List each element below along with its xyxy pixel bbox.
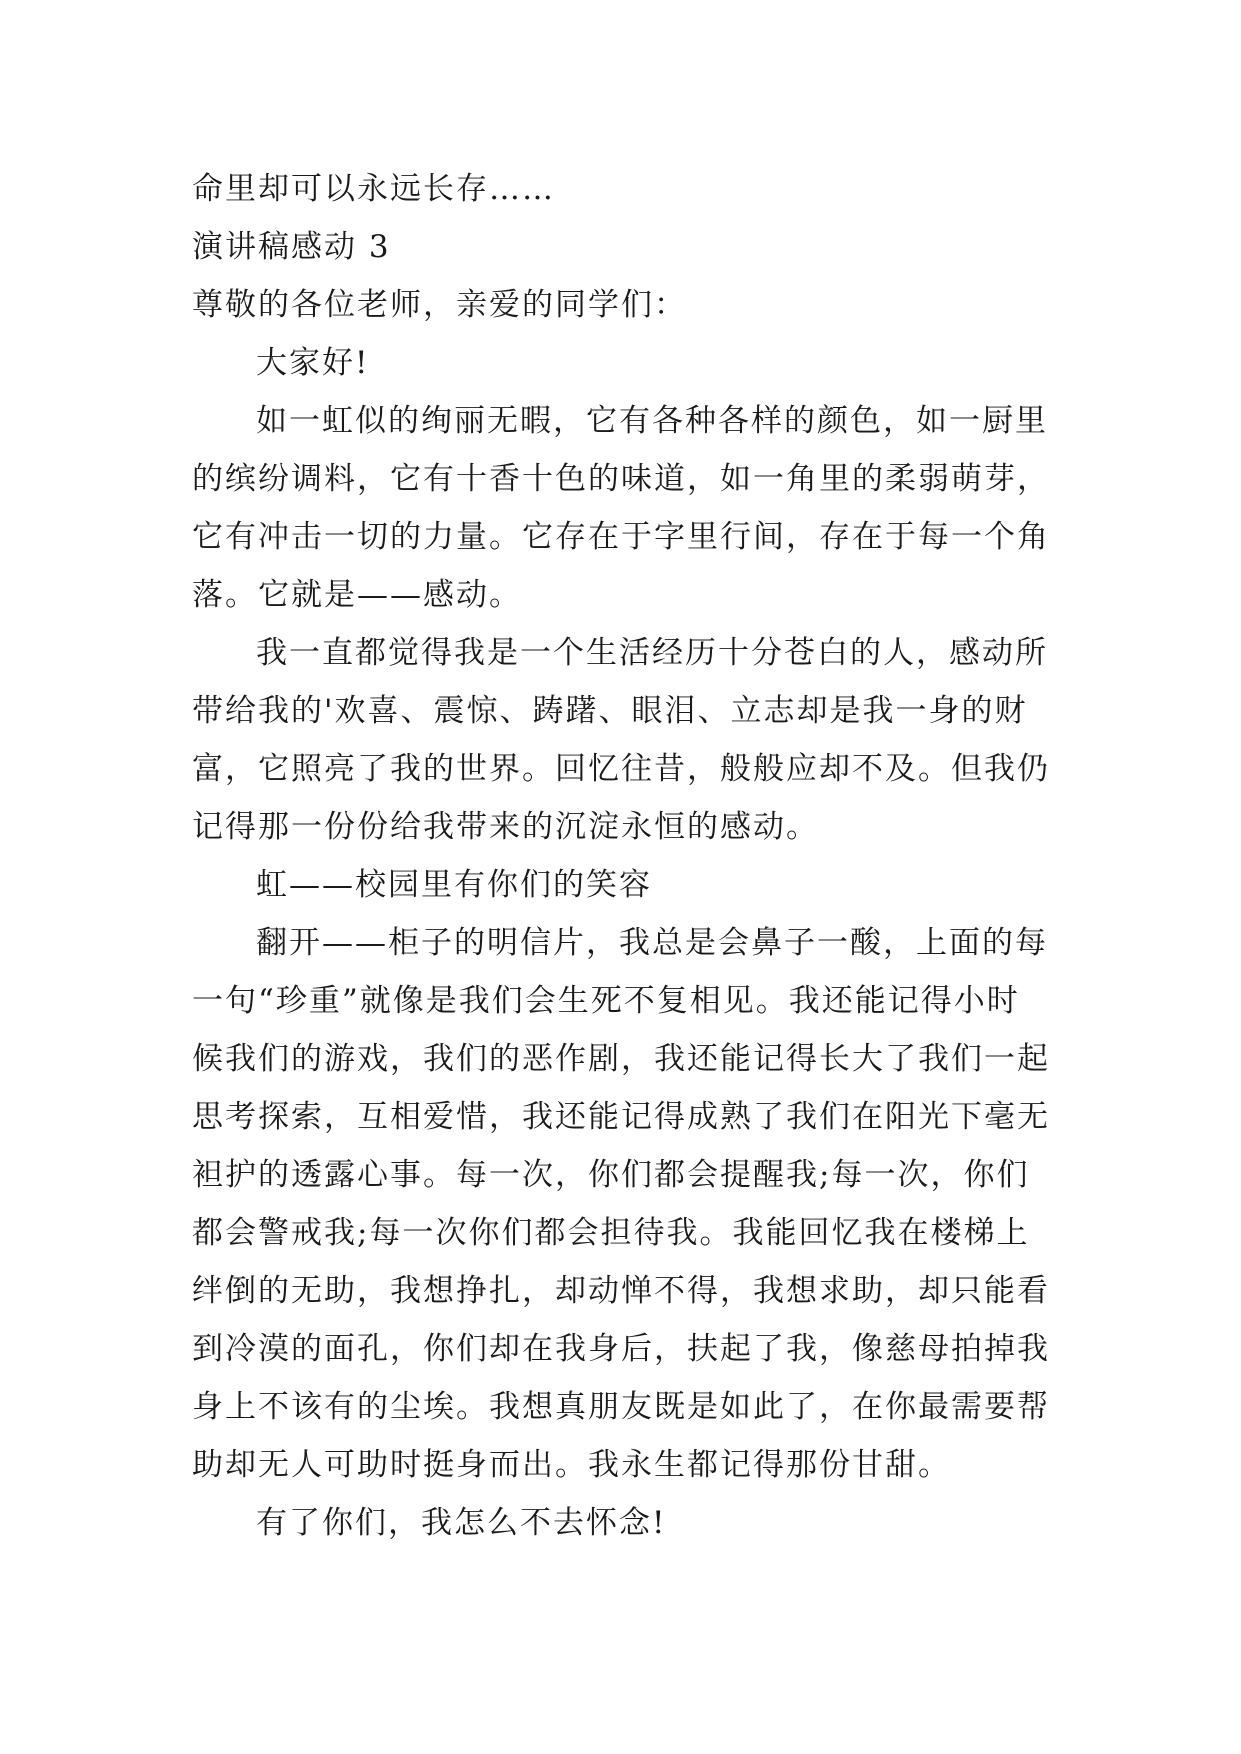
text-line: 助却无人可助时挺身而出。我永生都记得那份甘甜。	[192, 1447, 951, 1483]
text-line: 一句“珍重”就像是我们会生死不复相见。我还能记得小时	[192, 983, 1020, 1019]
document-body	[192, 160, 1052, 1552]
text-line: 记得那一份份给我带来的沉淀永恒的感动。	[192, 809, 819, 845]
text-line: 思考探索，互相爱惜，我还能记得成熟了我们在阳光下毫无	[192, 1099, 1050, 1135]
text-line: 都会警戒我;每一次你们都会担待我。我能回忆我在楼梯上	[192, 1215, 1030, 1251]
text-line: 它有冲击一切的力量。它存在于字里行间，存在于每一个角	[192, 519, 1050, 555]
text-line: 富，它照亮了我的世界。回忆往昔，般般应却不及。但我仍	[192, 751, 1050, 787]
text-line: 有了你们，我怎么不去怀念!	[256, 1505, 667, 1541]
greeting: 大家好!	[256, 345, 370, 381]
text-line: 袒护的透露心事。每一次，你们都会提醒我;每一次，你们	[192, 1157, 1030, 1193]
text-line: 落。它就是——感动。	[192, 577, 522, 613]
section-heading: 演讲稿感动 3	[192, 229, 391, 265]
text-line: 命里却可以永远长存……	[192, 171, 555, 207]
text-line: 我一直都觉得我是一个生活经历十分苍白的人，感动所	[256, 635, 1048, 671]
text-line: 的缤纷调料，它有十香十色的味道，如一角里的柔弱萌芽，	[192, 461, 1050, 497]
text-line: 到冷漠的面孔，你们却在我身后，扶起了我，像慈母拍掉我	[192, 1331, 1050, 1367]
text-line: 翻开——柜子的明信片，我总是会鼻子一酸，上面的每	[256, 925, 1048, 961]
text-line: 绊倒的无助，我想挣扎，却动惮不得，我想求助，却只能看	[192, 1273, 1050, 1309]
salutation: 尊敬的各位老师，亲爱的同学们：	[192, 287, 687, 323]
text-line: 带给我的'欢喜、震惊、踌躇、眼泪、立志却是我一身的财	[192, 693, 1028, 729]
text-line: 候我们的游戏，我们的恶作剧，我还能记得长大了我们一起	[192, 1041, 1050, 1077]
text-line: 身上不该有的尘埃。我想真朋友既是如此了，在你最需要帮	[192, 1389, 1050, 1425]
subsection-heading: 虹——校园里有你们的笑容	[256, 867, 652, 903]
text-line: 如一虹似的绚丽无暇，它有各种各样的颜色，如一厨里	[256, 403, 1048, 439]
